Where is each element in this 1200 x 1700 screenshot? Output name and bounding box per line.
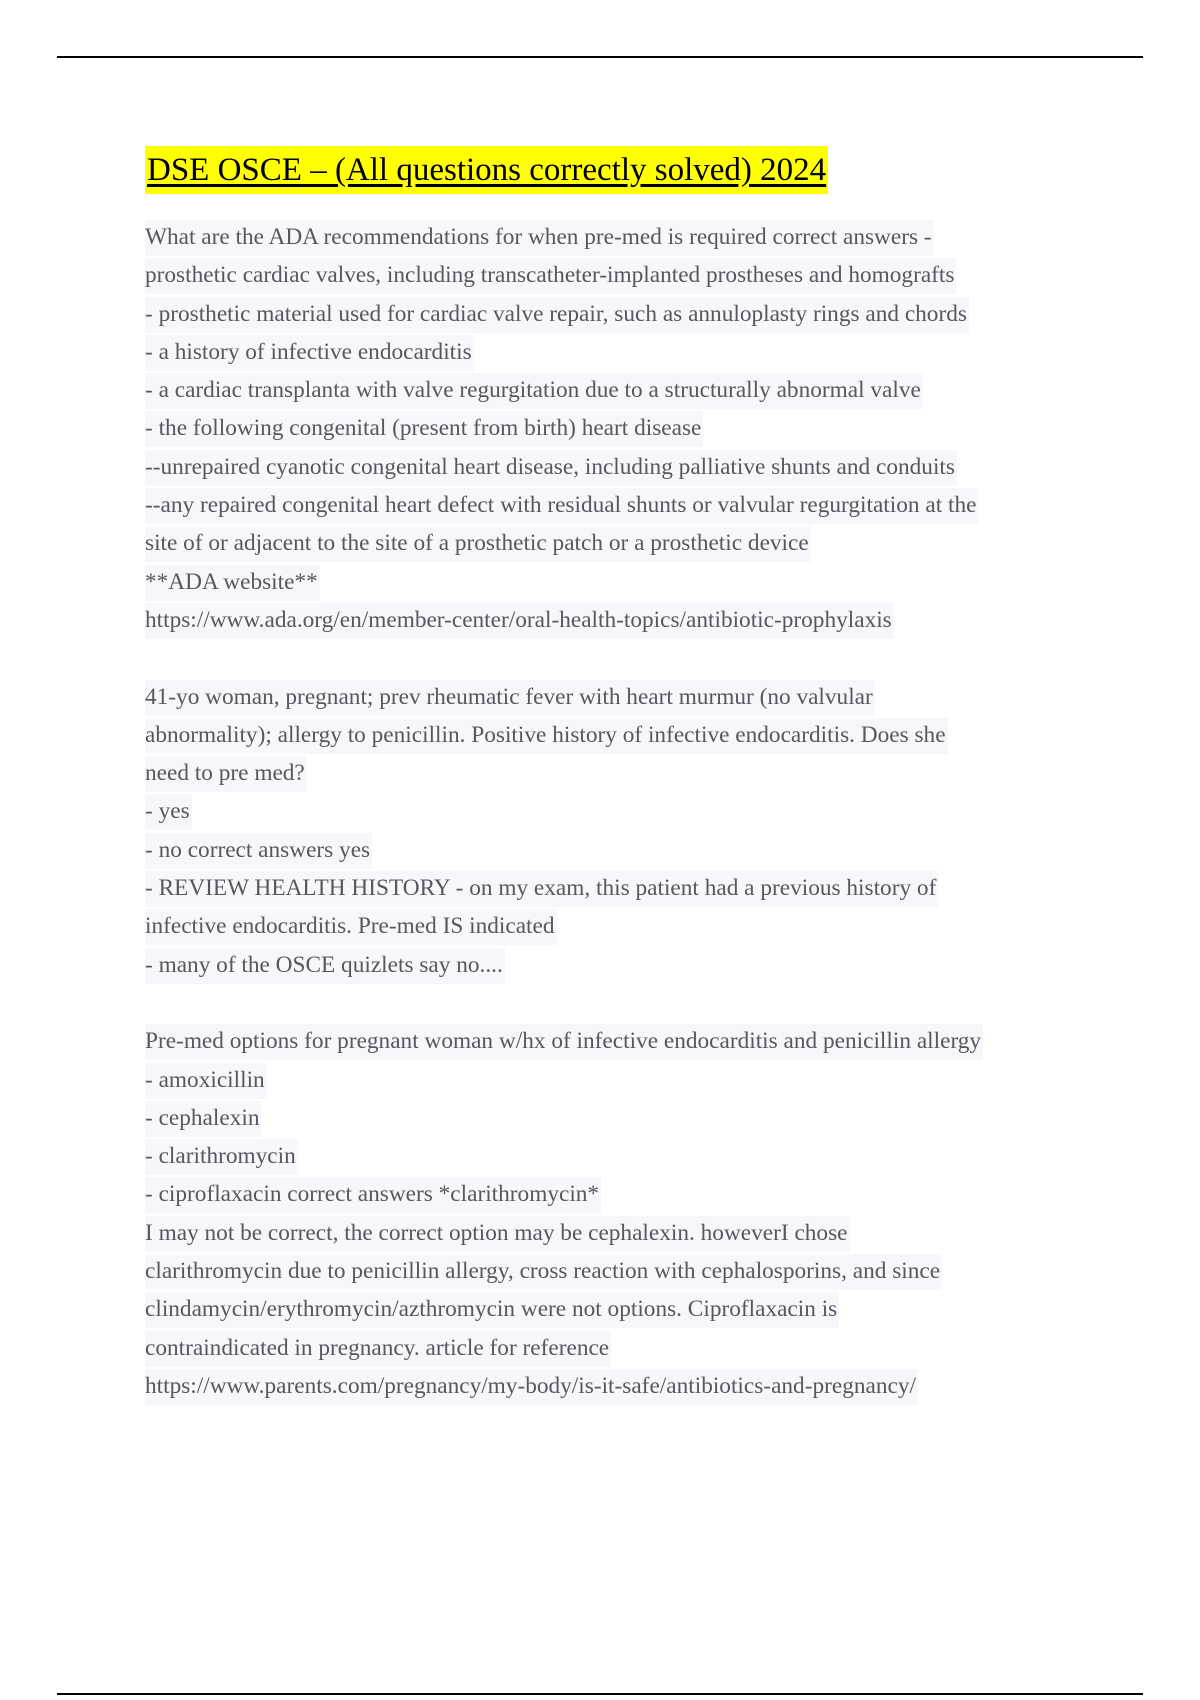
- text-line: - yes: [145, 792, 1145, 830]
- text-line: - a cardiac transplanta with valve regurgitation due to a structurally abnormal valve: [145, 371, 1145, 409]
- text-line: contraindicated in pregnancy. article for reference: [145, 1329, 1145, 1367]
- qa-block-ada-recommendations: [145, 218, 1145, 639]
- text-line: - many of the OSCE quizlets say no....: [145, 946, 1145, 984]
- text-line: - no correct answers yes: [145, 831, 1145, 869]
- text-line: - prosthetic material used for cardiac valve repair, such as annuloplasty rings and chords: [145, 295, 1145, 333]
- text-line: - ciproflaxacin correct answers *clarithromycin*: [145, 1175, 1145, 1213]
- text-line: prosthetic cardiac valves, including transcatheter-implanted prostheses and homografts: [145, 256, 1145, 294]
- text-line: need to pre med?: [145, 754, 1145, 792]
- text-line: - REVIEW HEALTH HISTORY - on my exam, this patient had a previous history of: [145, 869, 1145, 907]
- title-container: [145, 146, 828, 194]
- reference-link[interactable]: https://www.ada.org/en/member-center/oral-health-topics/antibiotic-prophylaxis: [145, 601, 1145, 639]
- text-line: Pre-med options for pregnant woman w/hx of infective endocarditis and penicillin allergy: [145, 1022, 1145, 1060]
- text-line: - clarithromycin: [145, 1137, 1145, 1175]
- text-line: site of or adjacent to the site of a prosthetic patch or a prosthetic device: [145, 524, 1145, 562]
- text-line: - amoxicillin: [145, 1061, 1145, 1099]
- text-line: clindamycin/erythromycin/azthromycin were not options. Ciproflaxacin is: [145, 1290, 1145, 1328]
- text-line: - the following congenital (present from birth) heart disease: [145, 409, 1145, 447]
- text-line: 41-yo woman, pregnant; prev rheumatic fever with heart murmur (no valvular: [145, 678, 1145, 716]
- document-title: DSE OSCE – (All questions correctly solved) 2024: [145, 146, 828, 194]
- text-line: clarithromycin due to penicillin allergy, cross reaction with cephalosporins, and since: [145, 1252, 1145, 1290]
- text-line: --unrepaired cyanotic congenital heart disease, including palliative shunts and conduits: [145, 448, 1145, 486]
- document-body: [145, 218, 1145, 1405]
- reference-link[interactable]: https://www.parents.com/pregnancy/my-body/is-it-safe/antibiotics-and-pregnancy/: [145, 1367, 1145, 1405]
- text-line: abnormality); allergy to penicillin. Positive history of infective endocarditis. Does she: [145, 716, 1145, 754]
- text-line: **ADA website**: [145, 563, 1145, 601]
- text-line: - a history of infective endocarditis: [145, 333, 1145, 371]
- text-line: --any repaired congenital heart defect with residual shunts or valvular regurgitation at the: [145, 486, 1145, 524]
- text-line: What are the ADA recommendations for when pre-med is required correct answers -: [145, 218, 1145, 256]
- qa-block-premed-options: [145, 1022, 1145, 1405]
- header-rule: [57, 56, 1143, 58]
- footer-rule: [57, 1693, 1143, 1695]
- text-line: I may not be correct, the correct option may be cephalexin. howeverI chose: [145, 1214, 1145, 1252]
- text-line: infective endocarditis. Pre-med IS indicated: [145, 907, 1145, 945]
- qa-block-pregnant-patient: [145, 678, 1145, 984]
- text-line: - cephalexin: [145, 1099, 1145, 1137]
